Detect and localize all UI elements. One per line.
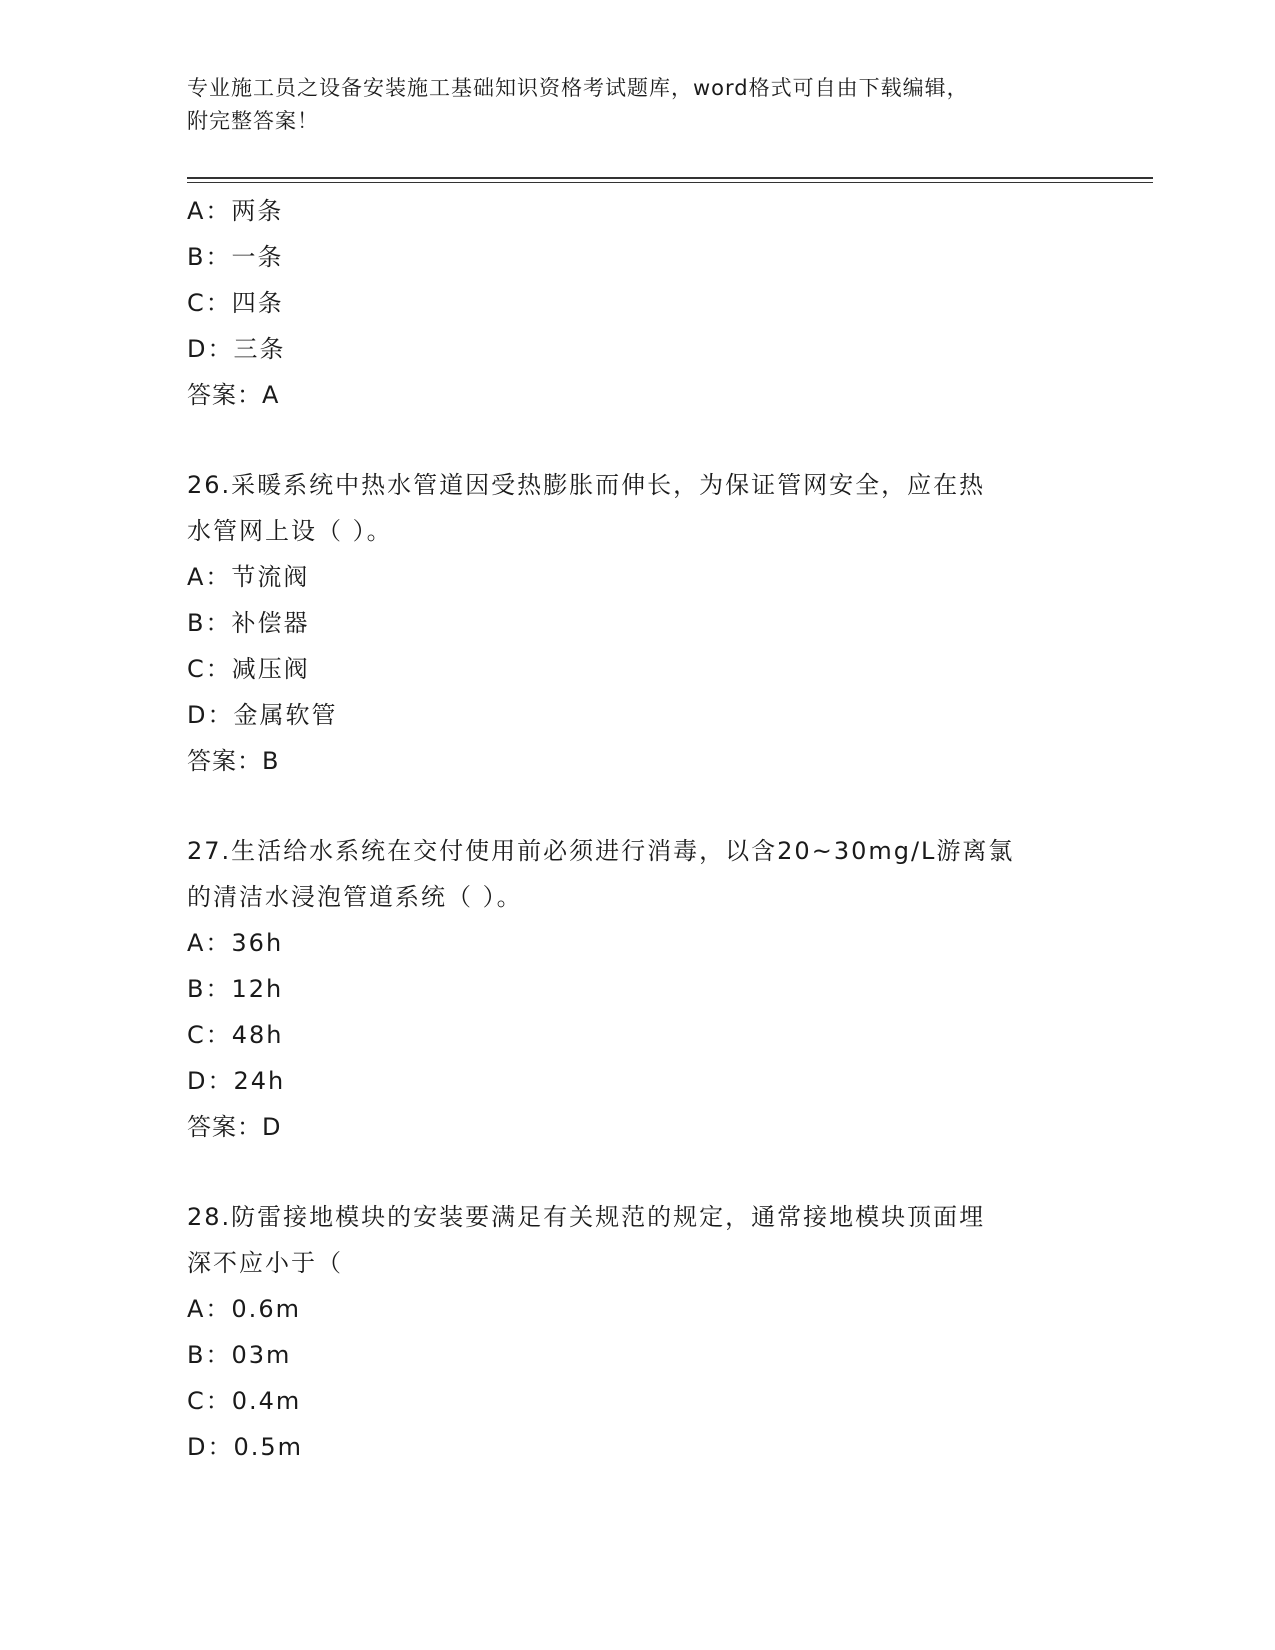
option-a: A：36h <box>187 929 284 957</box>
option-d: D：三条 <box>187 335 286 363</box>
spacer <box>187 1150 1087 1194</box>
header-line-2: 附完整答案！ <box>187 109 319 133</box>
option-d: D：0.5m <box>187 1433 304 1461</box>
question-25 <box>187 188 1087 418</box>
option-c: C：四条 <box>187 289 284 317</box>
option-a: A：0.6m <box>187 1295 301 1323</box>
question-stem-line-1: 26.采暖系统中热水管道因受热膨胀而伸长，为保证管网安全，应在热 <box>187 471 986 499</box>
question-stem-line-2: 水管网上设（ ）。 <box>187 517 393 545</box>
question-28 <box>187 1194 1087 1470</box>
header-divider-thick <box>187 177 1153 179</box>
option-a: A：节流阀 <box>187 563 310 591</box>
answer-line: 答案：D <box>187 1113 282 1141</box>
question-stem-line-1: 27.生活给水系统在交付使用前必须进行消毒，以含20~30mg/L游离氯 <box>187 837 1015 865</box>
question-26 <box>187 462 1087 784</box>
question-stem-line-1: 28.防雷接地模块的安装要满足有关规范的规定，通常接地模块顶面埋 <box>187 1203 986 1231</box>
option-c: C：0.4m <box>187 1387 302 1415</box>
spacer <box>187 418 1087 462</box>
option-b: B：一条 <box>187 243 284 271</box>
question-27 <box>187 828 1087 1150</box>
option-c: C：减压阀 <box>187 655 310 683</box>
option-c: C：48h <box>187 1021 284 1049</box>
header-divider-thin <box>187 182 1153 183</box>
document-header <box>187 72 1087 138</box>
question-stem-line-2: 深不应小于（ <box>187 1249 343 1277</box>
question-stem-line-2: 的清洁水浸泡管道系统（ ）。 <box>187 883 523 911</box>
option-b: B：补偿器 <box>187 609 310 637</box>
answer-line: 答案：B <box>187 747 280 775</box>
answer-line: 答案：A <box>187 381 280 409</box>
option-a: A：两条 <box>187 197 284 225</box>
spacer <box>187 784 1087 828</box>
question-list <box>187 188 1087 1470</box>
option-b: B：03m <box>187 1341 292 1369</box>
option-d: D：金属软管 <box>187 701 338 729</box>
header-line-1: 专业施工员之设备安装施工基础知识资格考试题库，word格式可自由下载编辑， <box>187 76 969 100</box>
option-d: D：24h <box>187 1067 286 1095</box>
option-b: B：12h <box>187 975 284 1003</box>
